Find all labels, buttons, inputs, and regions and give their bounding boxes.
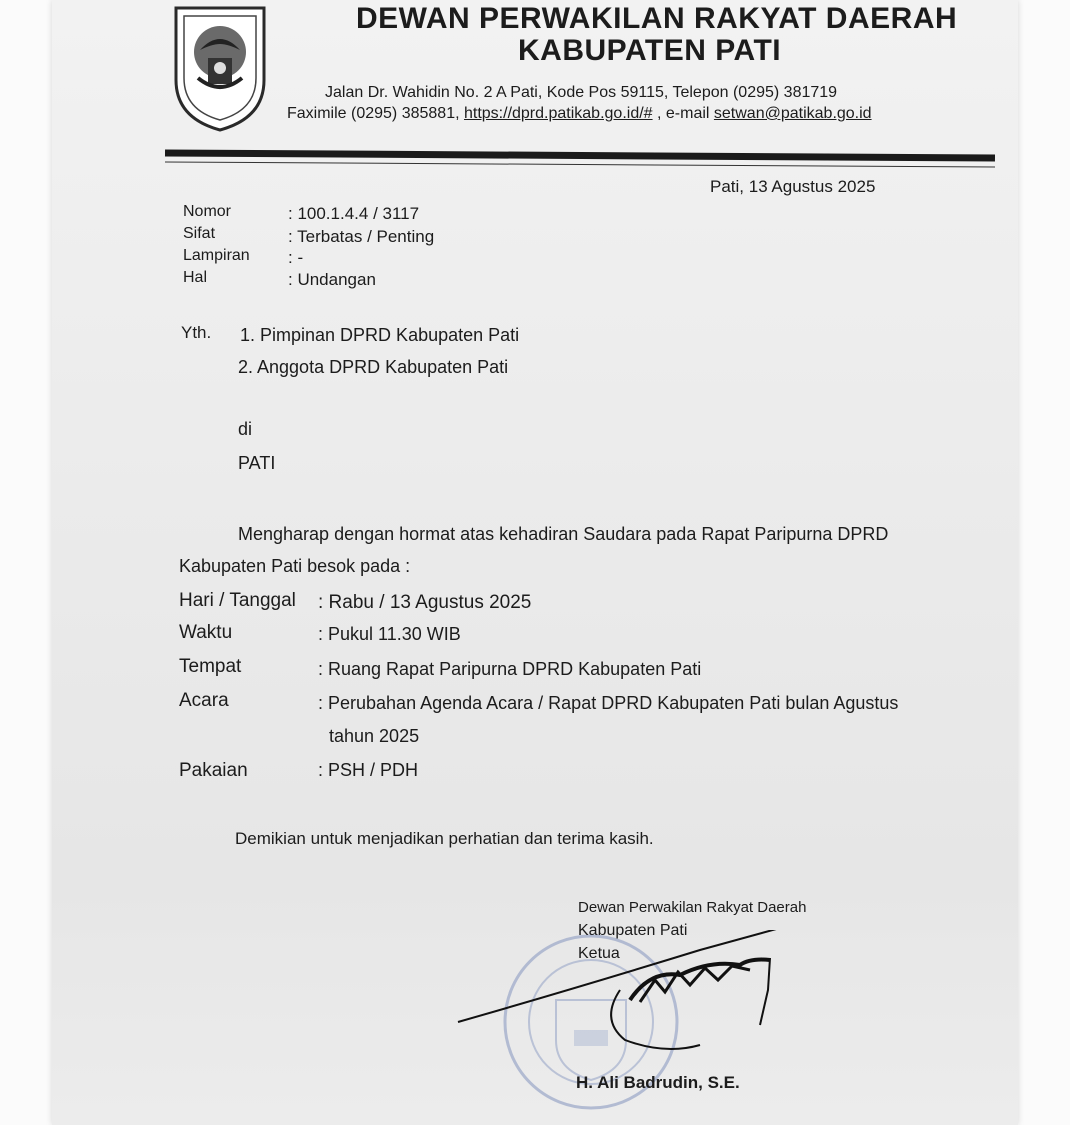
detail-label-agenda: Acara xyxy=(179,690,229,711)
meta-value-lampiran: : - xyxy=(288,248,304,267)
body-paragraph-line: Kabupaten Pati besok pada : xyxy=(179,556,411,576)
recipient-salutation: Yth. xyxy=(181,323,212,342)
recipient-item: 1. Pimpinan DPRD Kabupaten Pati xyxy=(240,325,520,345)
meta-label-hal: Hal xyxy=(183,269,208,286)
website-link[interactable]: https://dprd.patikab.go.id/# xyxy=(463,105,653,122)
meta-value-hal: : Undangan xyxy=(288,270,376,289)
recipient-di: di xyxy=(238,419,253,439)
detail-value-attire: : PSH / PDH xyxy=(318,760,419,780)
detail-label-attire: Pakaian xyxy=(179,760,248,781)
handwritten-signature xyxy=(450,930,810,1060)
recipient-item: 2. Anggota DPRD Kabupaten Pati xyxy=(238,357,509,377)
closing-sentence: Demikian untuk menjadikan perhatian dan terima kasih. xyxy=(235,829,654,848)
letterhead-title: DEWAN PERWAKILAN RAKYAT DAERAH xyxy=(356,2,958,35)
detail-label-venue: Tempat xyxy=(179,656,242,677)
email-prefix: , e-mail xyxy=(652,105,714,122)
email-link[interactable]: setwan@patikab.go.id xyxy=(713,105,872,122)
recipient-place: PATI xyxy=(238,453,276,473)
detail-label-date: Hari / Tanggal xyxy=(179,590,296,611)
letterhead-subtitle: KABUPATEN PATI xyxy=(518,34,782,67)
letterhead-contact xyxy=(287,106,872,122)
letterhead-address: Jalan Dr. Wahidin No. 2 A Pati, Kode Pos 59115, Telepon (0295) 381719 xyxy=(325,84,838,101)
detail-value-date: : Rabu / 13 Agustus 2025 xyxy=(318,592,532,613)
signature-title: Ketua xyxy=(578,945,620,962)
regency-emblem-logo xyxy=(168,0,272,132)
fax-text: Faximile (0295) 385881, xyxy=(287,105,464,122)
meta-label-lampiran: Lampiran xyxy=(183,247,250,264)
letter-date: Pati, 13 Agustus 2025 xyxy=(710,177,876,196)
detail-value-venue: : Ruang Rapat Paripurna DPRD Kabupaten Pati xyxy=(318,659,702,679)
meta-value-sifat: : Terbatas / Penting xyxy=(288,227,435,246)
signature-regency: Kabupaten Pati xyxy=(578,922,688,939)
body-paragraph-line: Mengharap dengan hormat atas kehadiran Saudara pada Rapat Paripurna DPRD xyxy=(238,524,889,544)
signature-institution: Dewan Perwakilan Rakyat Daerah xyxy=(578,899,807,916)
detail-value-agenda: : Perubahan Agenda Acara / Rapat DPRD Kabupaten Pati bulan Agustus xyxy=(318,693,899,713)
meta-label-nomor: Nomor xyxy=(183,203,232,220)
detail-label-time: Waktu xyxy=(179,622,233,643)
signatory-name: H. Ali Badrudin, S.E. xyxy=(576,1073,740,1092)
meta-value-nomor: : 100.1.4.4 / 3117 xyxy=(288,204,420,223)
detail-value-agenda-cont: tahun 2025 xyxy=(329,726,420,746)
meta-label-sifat: Sifat xyxy=(183,225,216,242)
detail-value-time: : Pukul 11.30 WIB xyxy=(318,624,461,644)
